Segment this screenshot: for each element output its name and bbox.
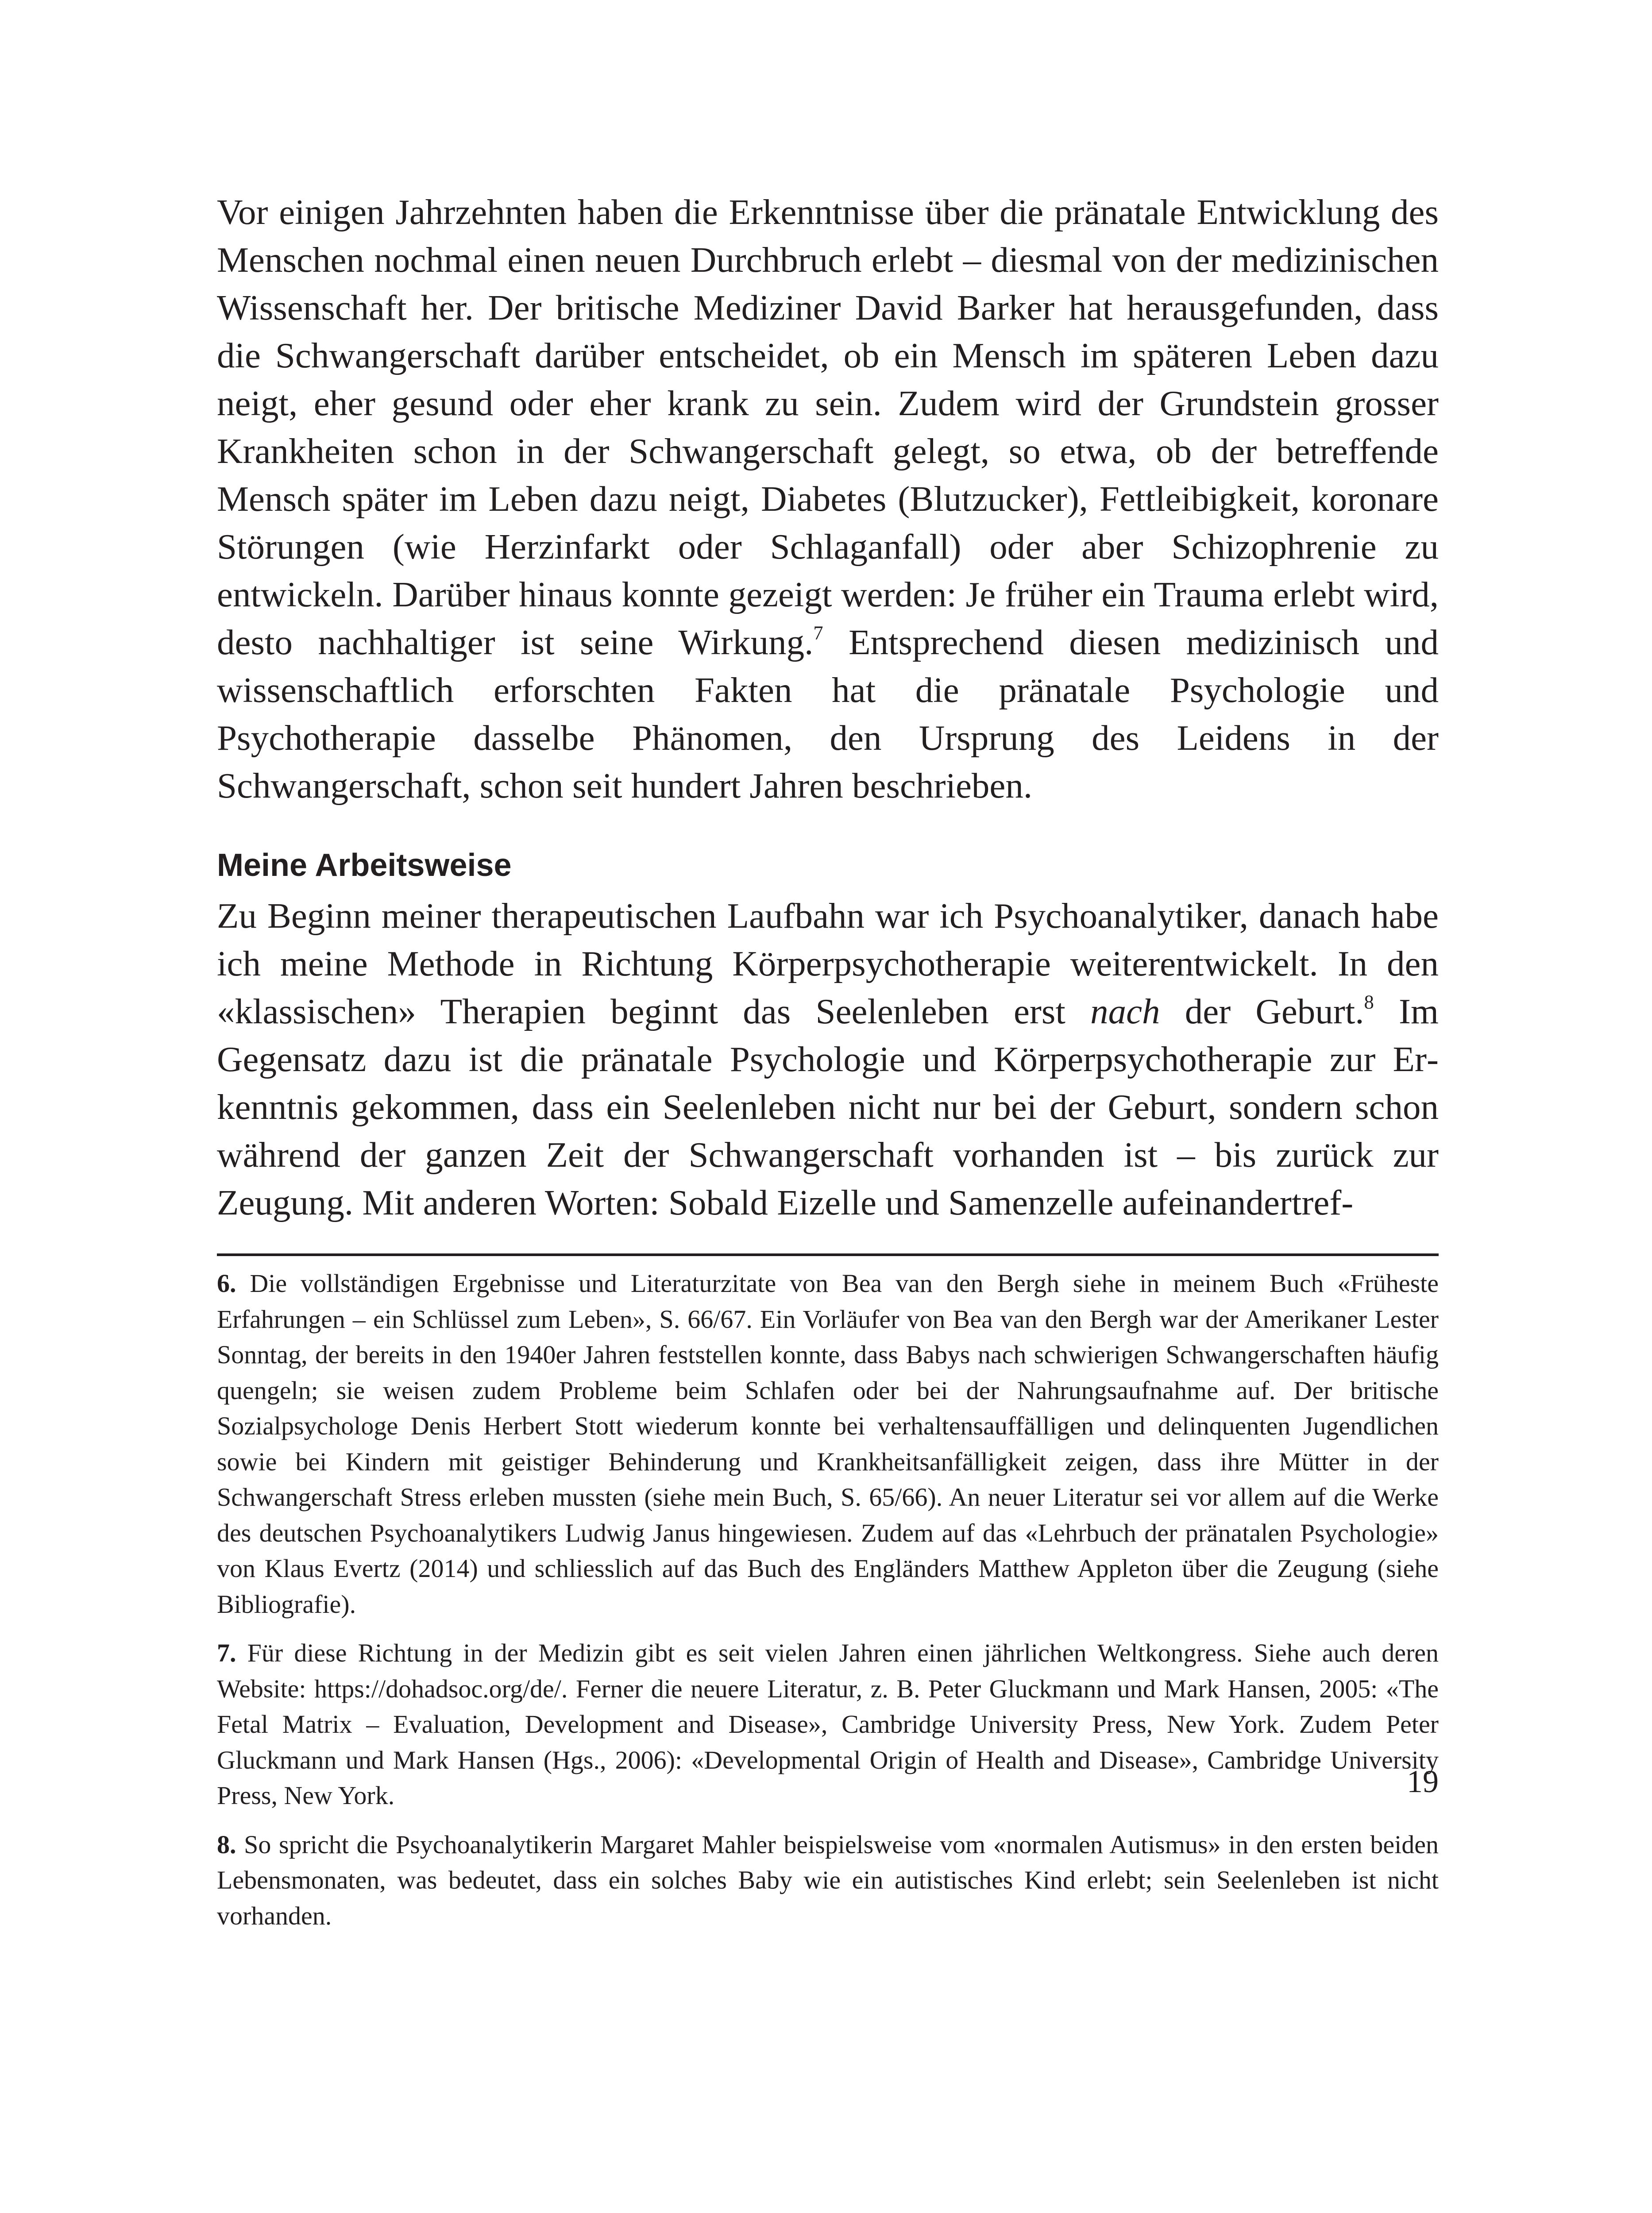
footnote-separator-rule (217, 1253, 1439, 1256)
footnote-number: 7. (217, 1639, 236, 1667)
footnotes-section (217, 1266, 1439, 1947)
footnote-number: 6. (217, 1269, 236, 1298)
footnote-text: So spricht die Psychoanalytikerin Margaret Mahler beispielsweise vom «normalen Autismus» in den ersten beiden Lebensmonaten, was bedeutet, dass ein solches Baby wie ein autistisches Kind erlebt; sein Seelenleben ist nicht vorhanden. (217, 1830, 1439, 1930)
paragraph-text: Im Gegensatz dazu ist die pränatale Psychologie und Körperpsychotherapie zur Erkenntnis gekommen, dass ein Seelenleben nicht nur bei der Geburt, sondern schon während der ganzen Zeit der Schwangerschaft vorhanden ist – bis zurück zur Zeugung. Mit anderen Worten: Sobald Eizelle und Samenzelle aufeinandertref- (217, 991, 1439, 1222)
emphasized-word: nach (1090, 991, 1160, 1031)
page-number: 19 (1407, 1764, 1439, 1799)
footnote-text: Die vollständigen Ergebnisse und Literaturzitate von Bea van den Bergh siehe in meinem Buch «Früheste Erfahrungen – ein Schlüssel zum Leben», S. 66/67. Ein Vorläufer von Bea van den Bergh war der Amerikaner Lester Sonntag, der bereits in den 1940er Jahren feststellen konnte, dass Babys nach schwierigen Schwangerschaften häufig quengeln; sie weisen zudem Probleme beim Schlafen oder bei der Nahrungsaufnahme auf. Der britische Sozialpsychologe Denis Herbert Stott wiederum konnte bei verhaltensauffälligen und delinquenten Jugendlichen sowie bei Kindern mit geistiger Behinderung und Krankheitsanfälligkeit zeigen, dass ihre Mütter in der Schwangerschaft Stress erleben mussten (siehe mein Buch, S. 65/66). An neuer Literatur sei vor allem auf die Werke des deutschen Psychoanalytikers Ludwig Janus hingewiesen. Zudem auf das «Lehrbuch der pränatalen Psychologie» von Klaus Evertz (2014) und schliesslich auf das Buch des Engländers Matthew Appleton über die Zeugung (siehe Bibliografie). (217, 1269, 1439, 1619)
footnote-8 (217, 1827, 1439, 1934)
footnote-text: Für diese Richtung in der Medizin gibt es seit vielen Jahren einen jährlichen Weltkongress. Siehe auch deren Website: https://dohadsoc.org/de/. Ferner die neuere Literatur, z. B. Peter Gluckmann und Mark Hansen, 2005: «The Fetal Matrix – Evaluation, Development and Disease», Cambridge University Press, New York. Zudem Peter Gluckmann und Mark Hansen (Hgs., 2006): «Developmental Origin of Health and Disease», Cambridge University Press, New York. (217, 1639, 1439, 1810)
footnote-number: 8. (217, 1830, 236, 1859)
paragraph-text: der Geburt. (1160, 991, 1364, 1031)
paragraph-text: Entsprechend diesen medizinisch und wissenschaftlich erforschten Fakten hat die pränatale Psychologie und Psychotherapie dasselbe Phänomen, den Ursprung des Leidens in der Schwangerschaft, schon seit hundert Jahren beschrieben. (217, 622, 1439, 806)
paragraph-text: Zu Beginn meiner therapeutischen Laufbahn war ich Psychoanalytiker, danach habe ich meine Methode in Richtung Körperpsychotherapie weiterentwickelt. In den «klassischen» Therapien beginnt das Seelenleben erst (217, 896, 1439, 1031)
body-paragraph-1 (217, 188, 1439, 810)
footnote-reference-7: 7 (813, 621, 823, 644)
footnote-reference-8: 8 (1364, 991, 1374, 1013)
body-paragraph-2 (217, 892, 1439, 1226)
paragraph-text: Vor einigen Jahrzehnten haben die Erkenntnisse über die pränatale Entwicklung des Menschen nochmal einen neuen Durchbruch erlebt – diesmal von der medizinischen Wissenschaft her. Der britische Mediziner David Barker hat herausgefunden, dass die Schwangerschaft darüber entscheidet, ob ein Mensch im späteren Leben dazu neigt, eher gesund oder eher krank zu sein. Zudem wird der Grundstein grosser Krankheiten schon in der Schwangerschaft gelegt, so etwa, ob der betreffende Mensch später im Leben dazu neigt, Diabetes (Blutzucker), Fettleibigkeit, koronare Störungen (wie Herzinfarkt oder Schlaganfall) oder aber Schizophrenie zu entwickeln. Darüber hinaus konnte gezeigt werden: Je früher ein Trauma erlebt wird, desto nachhaltiger ist seine Wirkung. (217, 192, 1439, 662)
footnote-7 (217, 1635, 1439, 1814)
section-heading: Meine Arbeitsweise (217, 848, 512, 883)
footnote-6 (217, 1266, 1439, 1622)
